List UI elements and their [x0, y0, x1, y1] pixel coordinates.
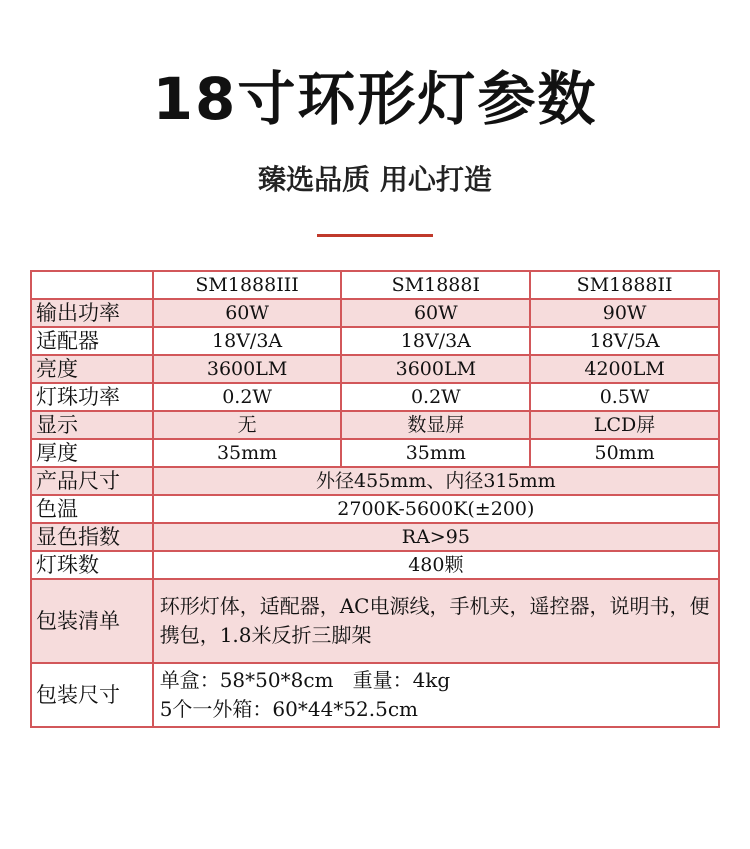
row-label: 灯珠功率 [31, 383, 153, 411]
row-label: 显示 [31, 411, 153, 439]
table-header-row [31, 271, 719, 299]
table-cell: 3600LM [341, 355, 530, 383]
package-size-line: 单盒：58*50*8cm 重量：4kg [159, 668, 451, 692]
table-cell: 35mm [341, 439, 530, 467]
table-cell: 50mm [530, 439, 719, 467]
row-label: 包装尺寸 [31, 663, 153, 727]
package-size-line: 5个一外箱：60*44*52.5cm [159, 697, 419, 721]
table-row-merged [31, 495, 719, 523]
table-cell: 35mm [153, 439, 342, 467]
table-cell: 4200LM [530, 355, 719, 383]
table-row-merged [31, 551, 719, 579]
row-label: 亮度 [31, 355, 153, 383]
table-cell: LCD屏 [530, 411, 719, 439]
package-list-text: 环形灯体，适配器，AC电源线，手机夹，遥控器，说明书，便携包，1.8米反折三脚架 [153, 579, 719, 663]
table-cell: 3600LM [153, 355, 342, 383]
page-title: 18寸环形灯参数 [152, 65, 598, 133]
table-row [31, 299, 719, 327]
row-label: 包装清单 [31, 579, 153, 663]
table-cell-merged: 2700K-5600K(±200) [153, 495, 719, 523]
header-cell-empty [31, 271, 153, 299]
table-cell: 0.2W [153, 383, 342, 411]
row-label: 灯珠数 [31, 551, 153, 579]
table-cell: 无 [153, 411, 342, 439]
table-cell: 0.2W [341, 383, 530, 411]
table-cell-merged: 外径455mm、内径315mm [153, 467, 719, 495]
table-cell: 60W [153, 299, 342, 327]
table-row [31, 355, 719, 383]
table-row [31, 411, 719, 439]
header-cell-model: SM1888I [341, 271, 530, 299]
table-cell: 18V/3A [341, 327, 530, 355]
row-label: 色温 [31, 495, 153, 523]
package-size-row [31, 663, 719, 727]
row-label: 产品尺寸 [31, 467, 153, 495]
header-cell-model: SM1888III [153, 271, 342, 299]
package-size-cell [153, 663, 719, 727]
table-cell-merged: 480颗 [153, 551, 719, 579]
table-cell-merged: RA>95 [153, 523, 719, 551]
table-row [31, 327, 719, 355]
row-label: 适配器 [31, 327, 153, 355]
title-divider [317, 234, 433, 237]
spec-table [30, 270, 720, 728]
table-cell: 0.5W [530, 383, 719, 411]
table-cell: 数显屏 [341, 411, 530, 439]
table-cell: 18V/5A [530, 327, 719, 355]
table-row-merged [31, 523, 719, 551]
header-cell-model: SM1888II [530, 271, 719, 299]
row-label: 厚度 [31, 439, 153, 467]
row-label: 输出功率 [31, 299, 153, 327]
table-row-merged [31, 467, 719, 495]
page-subtitle: 臻选品质 用心打造 [258, 163, 492, 196]
table-cell: 60W [341, 299, 530, 327]
row-label: 显色指数 [31, 523, 153, 551]
table-row [31, 439, 719, 467]
package-list-row [31, 579, 719, 663]
table-cell: 18V/3A [153, 327, 342, 355]
table-row [31, 383, 719, 411]
table-cell: 90W [530, 299, 719, 327]
